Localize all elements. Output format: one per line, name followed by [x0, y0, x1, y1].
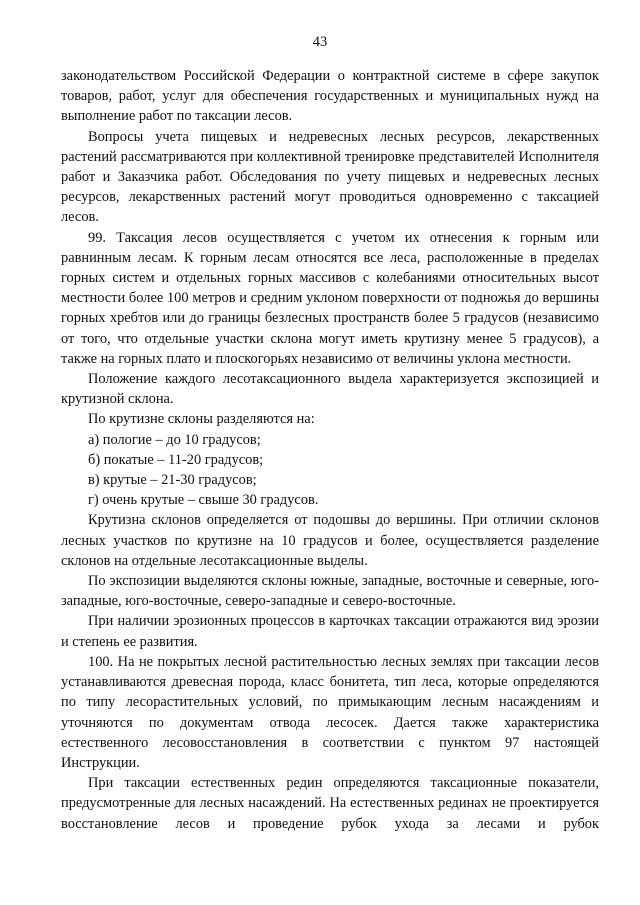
paragraph-resources-accounting: Вопросы учета пищевых и недревесных лесных ресурсов, лекарственных растений рассматриваются при коллективной тренировке представителей Исполнителя работ и Заказчика работ. Обследования по учету пищевых и недревесных лесных ресурсов, лекарственных растений могут проводиться одновременно с таксацией лесов. — [61, 128, 599, 226]
paragraph-natural-open-stands: При таксации естественных редин определяются таксационные показатели, предусмотренные для лесных насаждений. На естественных рединах не проектируется восстановление лесов и проведение рубок ухода за лесами и рубок — [61, 775, 599, 832]
body-text — [61, 66, 599, 834]
paragraph-exposition-types: По экспозиции выделяются склоны южные, западные, восточные и северные, юго-западные, юго-восточные, северо-западные и северо-восточные. — [61, 573, 599, 610]
paragraph-continuation: законодательством Российской Федерации о контрактной системе в сфере закупок товаров, работ, услуг для обеспечения государственных и муниципальных нужд на выполнение работ по таксации лесов. — [61, 68, 599, 125]
slope-list-item-d: г) очень крутые – свыше 30 градусов. — [88, 492, 319, 509]
page-number: 43 — [312, 34, 328, 50]
slope-list-item-a: а) пологие – до 10 градусов; — [88, 431, 261, 448]
slope-list-intro: По крутизне склоны разделяются на: — [88, 411, 315, 428]
paragraph-item-99: 99. Таксация лесов осуществляется с учетом их отнесения к горным или равнинным лесам. К горным лесам относятся все леса, расположенные в пределах горных систем и отдельных горных массивов с колебаниями относительных высот местности более 100 метров и средним уклоном поверхности от подножья до вершины горных хребтов или до границы безлесных пространств более 5 градусов (независимо от того, что отдельные участки склона могут иметь крутизну менее 5 градусов), а также на горных плато и плоскогорьях независимо от величины уклона местности. — [61, 229, 599, 367]
slope-list-item-b: б) покатые – 11-20 градусов; — [88, 451, 264, 468]
paragraph-erosion: При наличии эрозионных процессов в карточках таксации отражаются вид эрозии и степень ее развития. — [61, 613, 599, 650]
paragraph-item-100: 100. На не покрытых лесной растительностью лесных землях при таксации лесов устанавливаются древесная порода, класс бонитета, тип леса, которые определяются по типу лесорастительных условий, по примыкающим лесным насаждениям и уточняются по документам отвода лесосек. Дается также характеристика естественного лесовосстановления в соответствии с пунктом 97 настоящей Инструкции. — [61, 653, 599, 771]
paragraph-slope-determination: Крутизна склонов определяется от подошвы до вершины. При отличии склонов лесных участков по крутизне на 10 градусов и более, осуществляется разделение склонов на отдельные лесотаксационные выделы. — [61, 512, 599, 569]
slope-list-item-c: в) крутые – 21-30 градусов; — [88, 472, 257, 489]
paragraph-exposition-slope: Положение каждого лесотаксационного выдела характеризуется экспозицией и крутизной склона. — [61, 371, 599, 408]
